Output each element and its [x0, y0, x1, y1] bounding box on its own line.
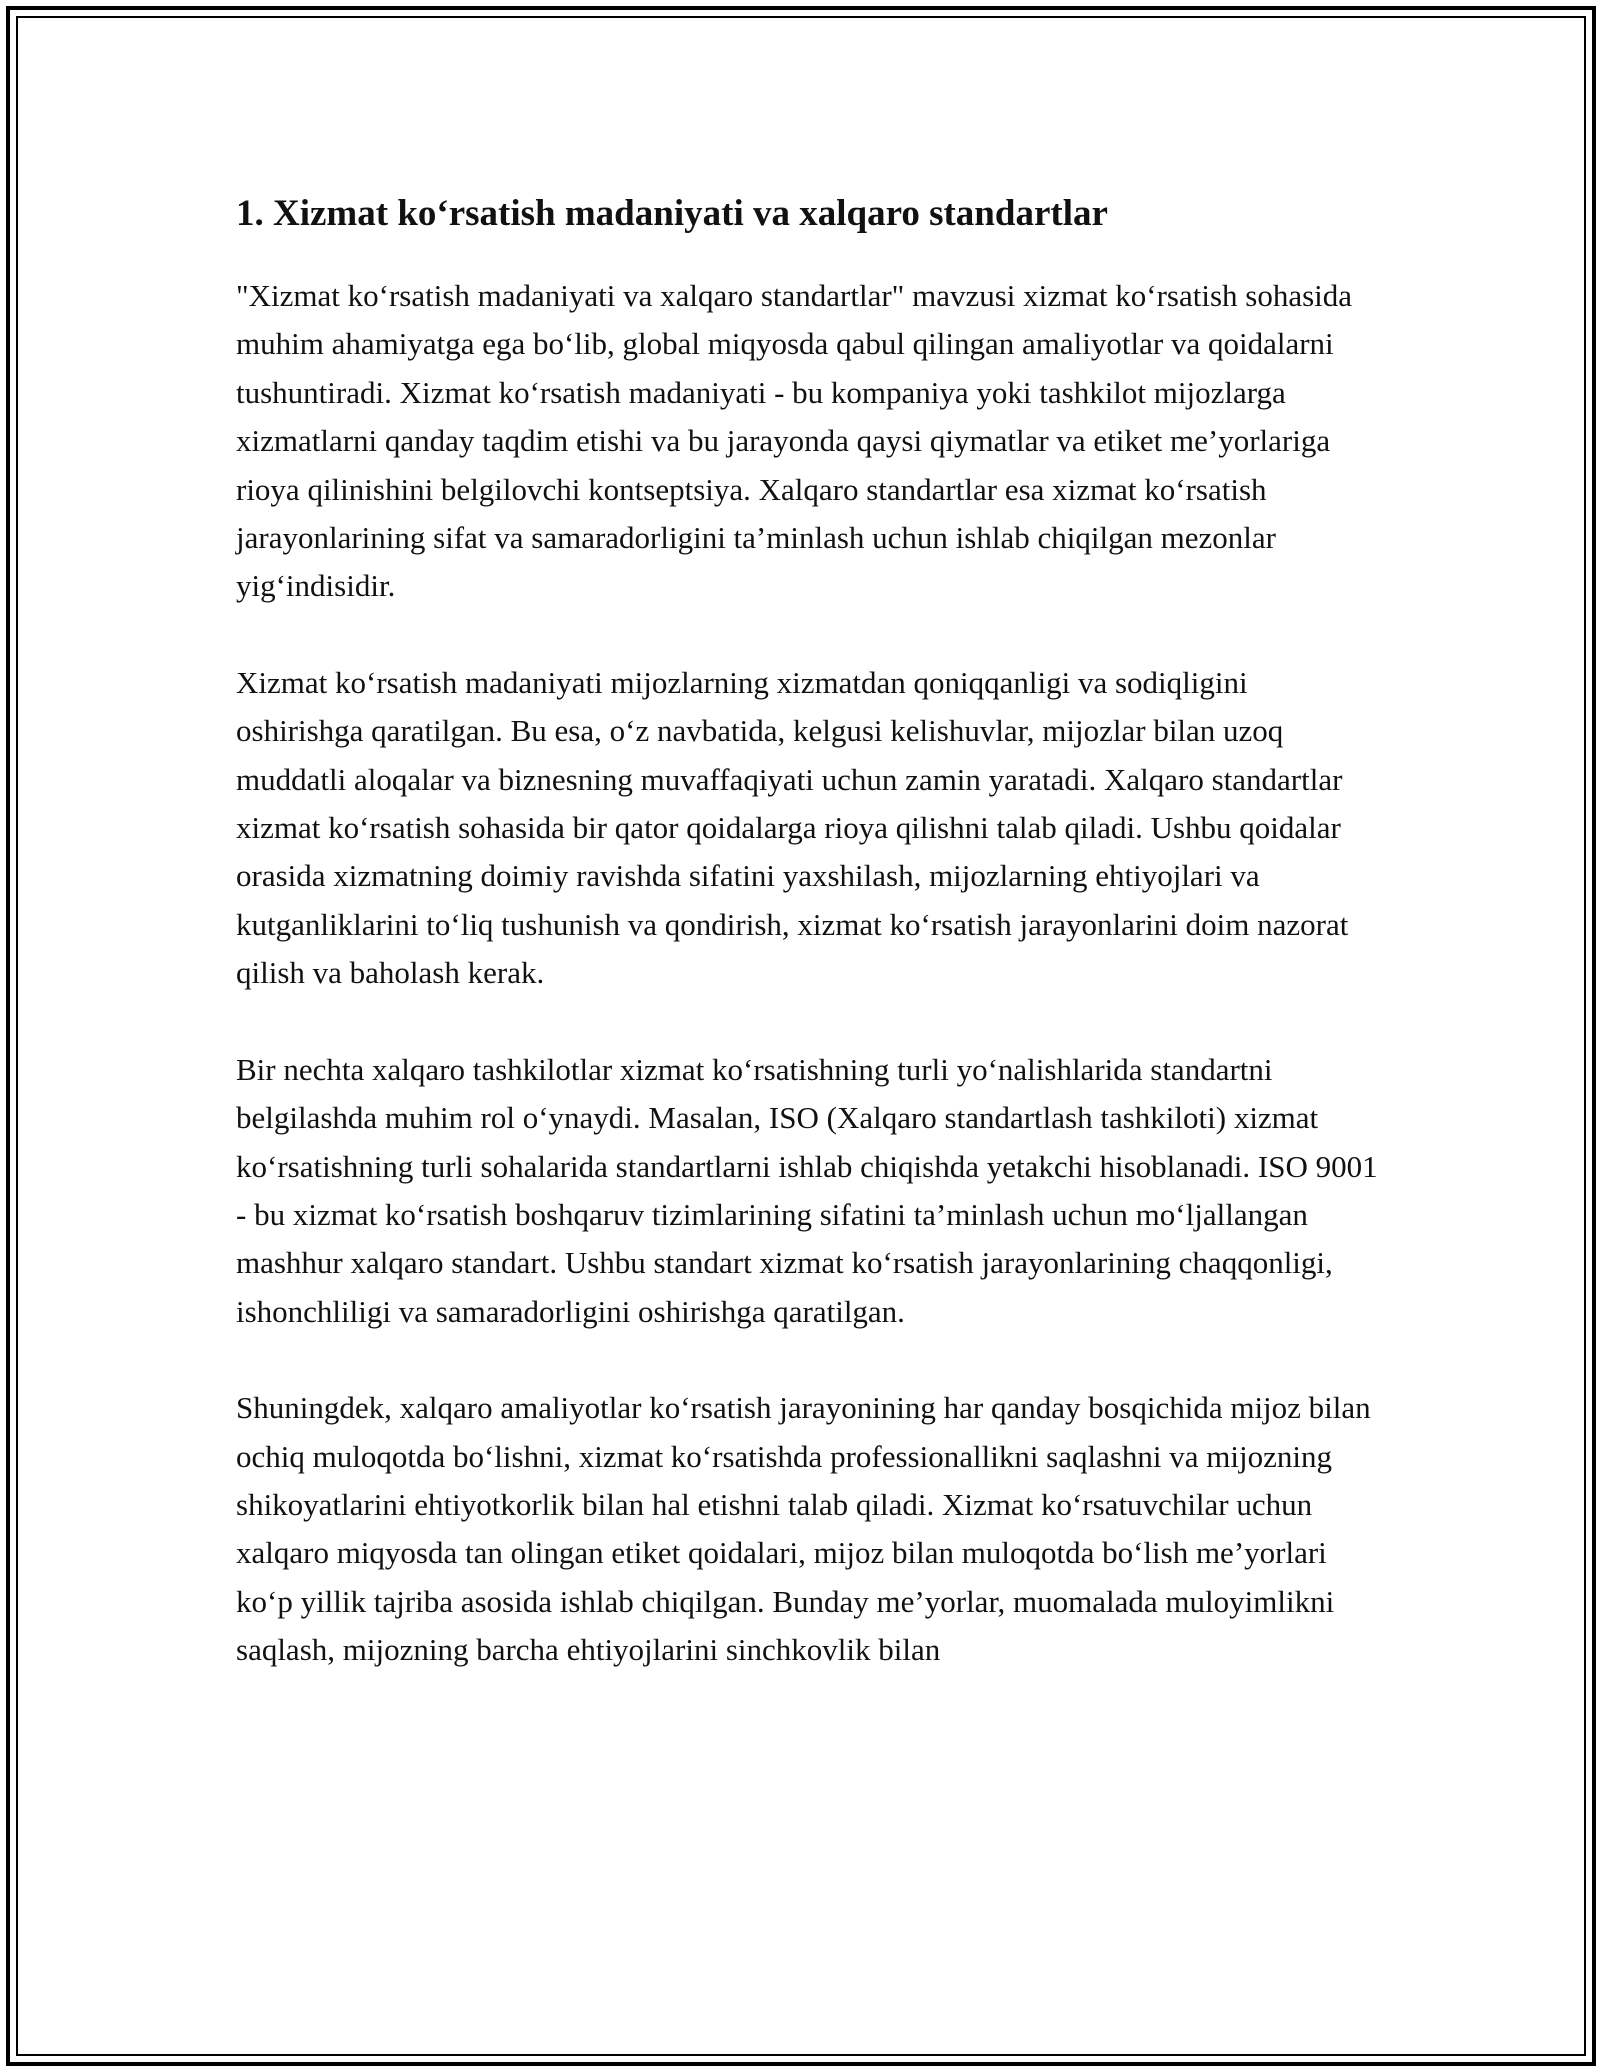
paragraph-3: Bir nechta xalqaro tashkilotlar xizmat ko‘rsatishning turli yo‘nalishlarida standartni belgilashda muhim rol o‘ynaydi. Masalan, ISO (Xalqaro standartlash tashkiloti) xizmat ko‘rsatishning turli sohalarida standartlarni ishlab chiqishda yetakchi hisoblanadi. ISO 9001 - bu xizmat ko‘rsatish boshqaruv tizimlarining sifatini ta’minlash uchun mo‘ljallangan mashhur xalqaro standart. Ushbu standart xizmat ko‘rsatish jarayonlarining chaqqonligi, ishonchliligi va samaradorligini oshirishga qaratilgan. [236, 1051, 1378, 1329]
document-body [236, 186, 1381, 1723]
section-heading: 1. Xizmat ko‘rsatish madaniyati va xalqaro standartlar [236, 193, 1108, 234]
paragraph-2: Xizmat ko‘rsatish madaniyati mijozlarning xizmatdan qoniqqanligi va sodiqligini oshirishga qaratilgan. Bu esa, o‘z navbatida, kelgusi kelishuvlar, mijozlar bilan uzoq muddatli aloqalar va biznesning muvaffaqiyati uchun zamin yaratadi. Xalqaro standartlar xizmat ko‘rsatish sohasida bir qator qoidalarga rioya qilishni talab qiladi. Ushbu qoidalar orasida xizmatning doimiy ravishda sifatini yaxshilash, mijozlarning ehtiyojlari va kutganliklarini to‘liq tushunish va qondirish, xizmat ko‘rsatish jarayonlarini doim nazorat qilish va baholash kerak. [236, 664, 1349, 991]
paragraph-1: "Xizmat ko‘rsatish madaniyati va xalqaro standartlar" mavzusi xizmat ko‘rsatish sohasida muhim ahamiyatga ega bo‘lib, global miqyosda qabul qilingan amaliyotlar va qoidalarni tushuntiradi. Xizmat ko‘rsatish madaniyati - bu kompaniya yoki tashkilot mijozlarga xizmatlarni qanday taqdim etishi va bu jarayonda qaysi qiymatlar va etiket me’yorlariga rioya qilinishini belgilovchi kontseptsiya. Xalqaro standartlar esa xizmat ko‘rsatish jarayonlarining sifat va samaradorligini ta’minlash uchun ishlab chiqilgan mezonlar yig‘indisidir. [236, 278, 1353, 604]
paragraph-4: Shuningdek, xalqaro amaliyotlar ko‘rsatish jarayonining har qanday bosqichida mijoz bilan ochiq muloqotda bo‘lishni, xizmat ko‘rsatishda professionallikni saqlashni va mijozning shikoyatlarini ehtiyotkorlik bilan hal etishni talab qiladi. Xizmat ko‘rsatuvchilar uchun xalqaro miqyosda tan olingan etiket qoidalari, mijoz bilan muloqotda bo‘lish me’yorlari ko‘p yillik tajriba asosida ishlab chiqilgan. Bunday me’yorlar, muomalada muloyimlikni saqlash, mijozning barcha ehtiyojlarini sinchkovlik bilan [236, 1390, 1371, 1668]
